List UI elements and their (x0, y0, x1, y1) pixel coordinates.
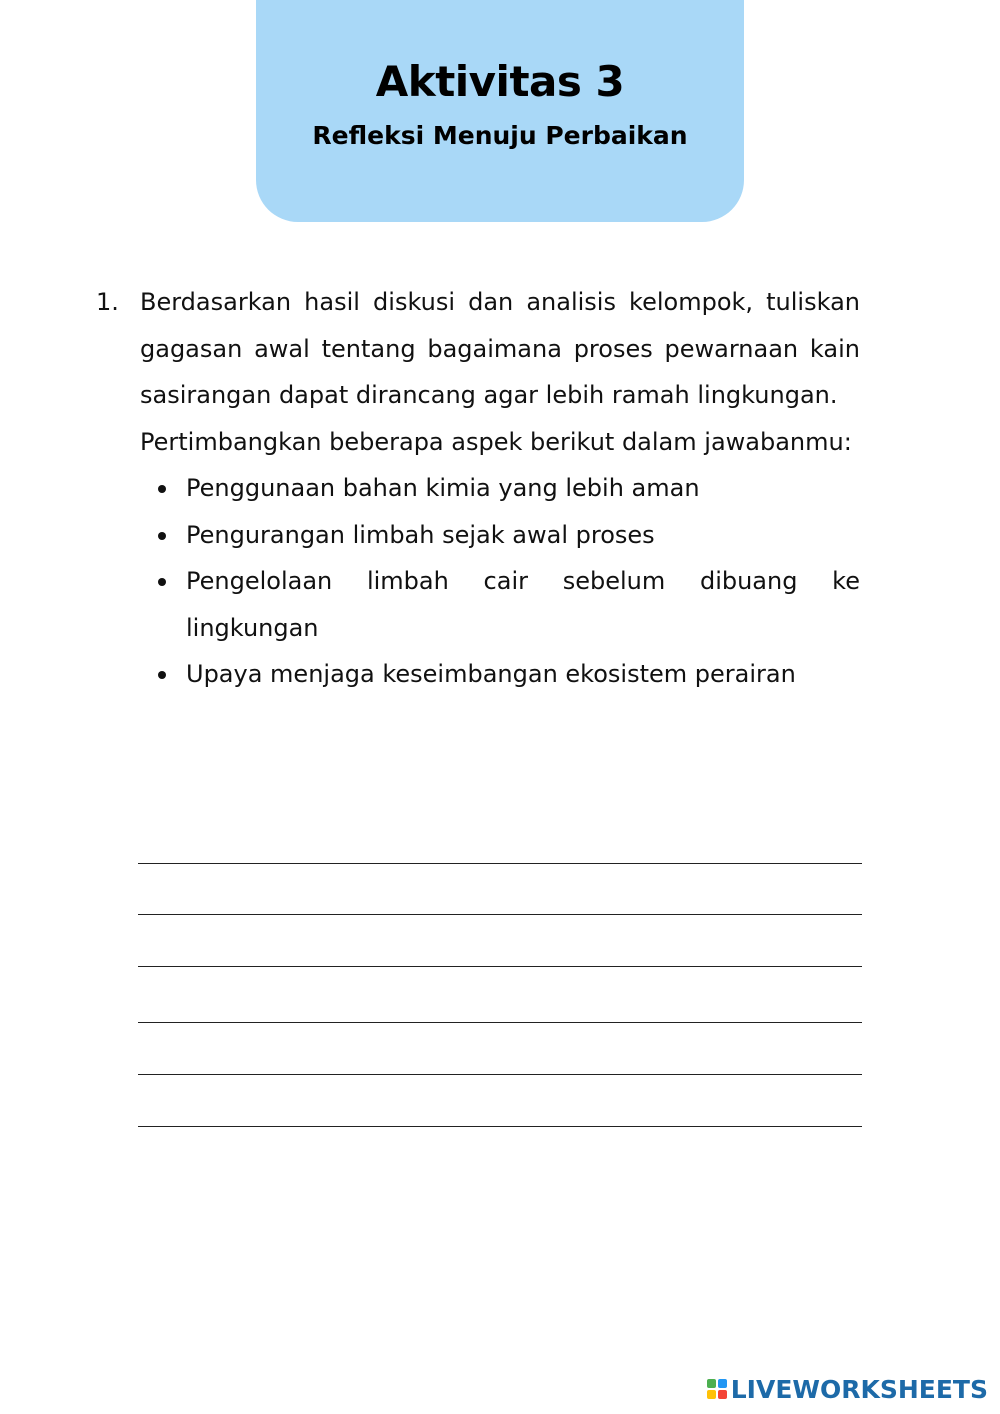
list-item (140, 558, 860, 651)
bullet-icon (158, 578, 166, 586)
logo-square-icon (707, 1379, 716, 1388)
list-item (140, 465, 860, 512)
aspect-text: Penggunaan bahan kimia yang lebih aman (186, 474, 700, 502)
answer-line[interactable] (138, 966, 862, 967)
list-item (140, 651, 860, 698)
answer-line[interactable] (138, 1126, 862, 1127)
aspect-list (140, 465, 860, 698)
answer-line[interactable] (138, 863, 862, 864)
page-title: Aktivitas 3 (375, 57, 625, 106)
liveworksheets-logo (707, 1374, 988, 1404)
activity-header (256, 0, 744, 222)
aspect-text: Upaya menjaga keseimbangan ekosistem perairan (186, 660, 796, 688)
aspect-text: Pengurangan limbah sejak awal proses (186, 520, 655, 549)
bullet-icon (158, 671, 166, 679)
answer-line[interactable] (138, 1074, 862, 1075)
question-body (140, 279, 860, 698)
question-instruction: Pertimbangkan beberapa aspek berikut dalam jawabanmu: (140, 427, 852, 456)
logo-square-icon (718, 1390, 727, 1399)
aspect-text: Pengelolaan limbah cair sebelum dibuang ke lingkungan (186, 567, 860, 642)
question-prompt: Berdasarkan hasil diskusi dan analisis kelompok, tuliskan gagasan awal tentang bagaimana proses pewarnaan kain sasirangan dapat dirancang agar lebih ramah lingkungan. (140, 288, 860, 409)
question-1 (96, 279, 860, 698)
bullet-icon (158, 485, 166, 493)
liveworksheets-icon (707, 1379, 727, 1399)
logo-square-icon (718, 1379, 727, 1388)
brand-name: LIVEWORKSHEETS (730, 1374, 988, 1404)
answer-line[interactable] (138, 914, 862, 915)
page-subtitle: Refleksi Menuju Perbaikan (312, 121, 688, 150)
question-number: 1. (96, 288, 119, 316)
list-item (140, 512, 860, 559)
answer-line[interactable] (138, 1022, 862, 1023)
bullet-icon (158, 532, 166, 540)
logo-square-icon (707, 1390, 716, 1399)
